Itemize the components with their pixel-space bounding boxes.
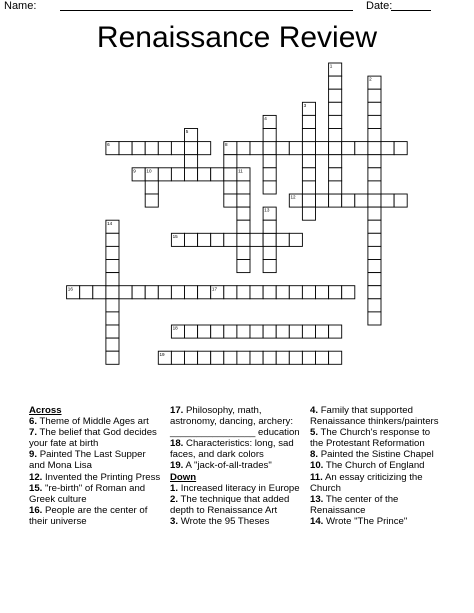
crossword-cell[interactable]	[276, 351, 289, 364]
crossword-cell[interactable]	[263, 181, 276, 194]
clue-across-7: 7. The belief that God decides your fate at birth	[29, 427, 157, 450]
crossword-cell[interactable]	[185, 325, 198, 338]
crossword-cell[interactable]	[119, 286, 132, 299]
crossword-cell[interactable]	[106, 273, 119, 286]
crossword-cell[interactable]	[224, 194, 237, 207]
crossword-cell[interactable]	[263, 325, 276, 338]
crossword-cell[interactable]	[145, 194, 158, 207]
crossword-cell[interactable]	[342, 286, 355, 299]
crossword-cell[interactable]	[329, 155, 342, 168]
crossword-cell[interactable]	[145, 181, 158, 194]
crossword-cell[interactable]	[316, 325, 329, 338]
clue-down-3: 3. Wrote the 95 Theses	[170, 515, 270, 527]
crossword-cell[interactable]	[316, 194, 329, 207]
date-label: Date:	[366, 0, 393, 12]
crossword-cell[interactable]	[302, 181, 315, 194]
crossword-cell[interactable]	[237, 142, 250, 155]
crossword-cell[interactable]	[106, 351, 119, 364]
crossword-cell[interactable]	[316, 142, 329, 155]
crossword-cell[interactable]	[355, 142, 368, 155]
crossword-cell[interactable]	[289, 351, 302, 364]
crossword-cell[interactable]	[368, 207, 381, 220]
cell-number: 9	[133, 168, 136, 174]
crossword-cell[interactable]	[106, 338, 119, 351]
cell-number: 1	[329, 63, 333, 69]
crossword-cell[interactable]	[106, 233, 119, 246]
crossword-cell[interactable]	[329, 286, 342, 299]
crossword-cell[interactable]	[289, 325, 302, 338]
crossword-cell[interactable]	[198, 233, 211, 246]
crossword-cell[interactable]	[237, 246, 250, 259]
crossword-cell[interactable]	[80, 286, 93, 299]
crossword-cell[interactable]	[211, 351, 224, 364]
cell-number: 6	[107, 142, 110, 148]
cell-number: 15	[172, 233, 178, 239]
crossword-cell[interactable]	[185, 351, 198, 364]
crossword-cell[interactable]	[368, 155, 381, 168]
crossword-cell[interactable]	[237, 233, 250, 246]
clue-down-5: 5. The Church's response to the Protestant Reformation	[310, 427, 431, 450]
crossword-cell[interactable]	[185, 233, 198, 246]
crossword-cell[interactable]	[224, 351, 237, 364]
crossword-cell[interactable]	[132, 286, 145, 299]
crossword-cell[interactable]	[329, 102, 342, 115]
crossword-cell[interactable]	[276, 325, 289, 338]
crossword-cell[interactable]	[198, 142, 211, 155]
crossword-cell[interactable]	[224, 155, 237, 168]
crossword-cell[interactable]	[106, 246, 119, 259]
crossword-cell[interactable]	[276, 286, 289, 299]
crossword-cell[interactable]	[342, 142, 355, 155]
page-title: Renaissance Review	[96, 21, 378, 54]
cell-number: 16	[67, 286, 73, 292]
crossword-cell[interactable]	[237, 181, 250, 194]
crossword-cell[interactable]	[302, 129, 315, 142]
crossword-cell[interactable]	[263, 351, 276, 364]
crossword-cell[interactable]	[329, 194, 342, 207]
crossword-cell[interactable]	[237, 286, 250, 299]
clue-down-1: 1. Increased literacy in Europe	[170, 482, 300, 494]
crossword-cell[interactable]	[276, 142, 289, 155]
clue-down-14: 14. Wrote "The Prince"	[310, 515, 408, 527]
crossword-cell[interactable]	[368, 312, 381, 325]
clue-down-13: 13. The center of the Renaissance	[310, 493, 399, 516]
crossword-cell[interactable]	[106, 260, 119, 273]
clues-column-1	[29, 405, 163, 527]
crossword-cell[interactable]	[302, 155, 315, 168]
crossword-cell[interactable]	[302, 115, 315, 128]
clue-down-4: 4. Family that supported Renaissance thinkers/painters	[310, 405, 439, 428]
crossword-cell[interactable]	[368, 260, 381, 273]
crossword-cell[interactable]	[171, 286, 184, 299]
down-heading: Down	[170, 471, 197, 483]
crossword-cell[interactable]	[132, 142, 145, 155]
cell-number: 10	[146, 168, 152, 174]
cell-number: 19	[159, 351, 165, 357]
crossword-cell[interactable]	[316, 351, 329, 364]
crossword-cell[interactable]	[394, 142, 407, 155]
crossword-cell[interactable]	[263, 286, 276, 299]
crossword-cell[interactable]	[237, 260, 250, 273]
crossword-cell[interactable]	[198, 325, 211, 338]
crossword-cell[interactable]	[368, 273, 381, 286]
clues-column-2	[170, 405, 305, 527]
cell-number: 18	[172, 325, 178, 331]
crossword-cell[interactable]	[302, 142, 315, 155]
crossword-cell[interactable]	[302, 286, 315, 299]
crossword-cell[interactable]	[316, 286, 329, 299]
crossword-cell[interactable]	[211, 168, 224, 181]
cell-number: 2	[369, 76, 372, 82]
crossword-cell[interactable]	[329, 76, 342, 89]
crossword-cell[interactable]	[224, 181, 237, 194]
crossword-cell[interactable]	[329, 129, 342, 142]
crossword-cell[interactable]	[381, 194, 394, 207]
crossword-cell[interactable]	[224, 325, 237, 338]
crossword-cell[interactable]	[237, 194, 250, 207]
cell-number: 4	[264, 116, 267, 121]
crossword-cell[interactable]	[158, 142, 171, 155]
crossword-cell[interactable]	[263, 220, 276, 233]
cell-number: 13	[264, 207, 270, 213]
clue-across-18: 18. Characteristics: long, sad faces, and dark colors	[170, 438, 294, 461]
crossword-cell[interactable]	[263, 129, 276, 142]
crossword-cell[interactable]	[368, 129, 381, 142]
crossword-cell[interactable]	[289, 142, 302, 155]
crossword-cell[interactable]	[329, 351, 342, 364]
crossword-cell[interactable]	[106, 286, 119, 299]
crossword-cell[interactable]	[302, 325, 315, 338]
crossword-cell[interactable]	[211, 325, 224, 338]
cell-number: 17	[211, 286, 218, 292]
crossword-cell[interactable]	[211, 233, 224, 246]
crossword-cell[interactable]	[329, 115, 342, 128]
crossword-cell[interactable]	[355, 194, 368, 207]
crossword-cell[interactable]	[263, 260, 276, 273]
clue-across-12: 12. Invented the Printing Press	[29, 471, 161, 483]
crossword-cell[interactable]	[263, 168, 276, 181]
clue-across-9: 9. Painted The Last Supper and Mona Lisa	[29, 449, 146, 472]
crossword-cell[interactable]	[224, 168, 237, 181]
crossword-cell[interactable]	[368, 89, 381, 102]
crossword-cell[interactable]	[145, 286, 158, 299]
crossword-cell[interactable]	[185, 286, 198, 299]
crossword-cell[interactable]	[237, 207, 250, 220]
crossword-cell[interactable]	[329, 168, 342, 181]
crossword-cell[interactable]	[250, 233, 263, 246]
crossword-cell[interactable]	[329, 142, 342, 155]
name-label: Name:	[4, 0, 37, 12]
cell-number: 11	[238, 168, 243, 174]
crossword-cell[interactable]	[198, 168, 211, 181]
crossword-cell[interactable]	[106, 312, 119, 325]
crossword-cell[interactable]	[302, 194, 315, 207]
cell-number: 14	[107, 220, 113, 226]
cell-number: 12	[290, 194, 296, 200]
crossword-cell[interactable]	[185, 168, 198, 181]
crossword-cell[interactable]	[158, 168, 171, 181]
crossword-cell[interactable]	[158, 286, 171, 299]
clue-across-15: 15. "re-birth" of Roman and Greek culture	[29, 482, 146, 505]
crossword-cell[interactable]	[368, 102, 381, 115]
crossword-cell[interactable]	[381, 142, 394, 155]
crossword-cell[interactable]	[224, 286, 237, 299]
cell-number: 5	[185, 129, 189, 135]
crossword-cell[interactable]	[368, 115, 381, 128]
crossword-cell[interactable]	[302, 351, 315, 364]
crossword-cell[interactable]	[263, 233, 276, 246]
crossword-cell[interactable]	[171, 168, 184, 181]
crossword-cell[interactable]	[302, 168, 315, 181]
crossword-cell[interactable]	[224, 233, 237, 246]
crossword-cell[interactable]	[250, 351, 263, 364]
crossword-cell[interactable]	[250, 325, 263, 338]
clue-down-2: 2. The technique that added depth to Renaissance Art	[170, 493, 290, 516]
crossword-cell[interactable]	[329, 325, 342, 338]
crossword-cell[interactable]	[368, 194, 381, 207]
crossword-cell[interactable]	[250, 286, 263, 299]
crossword-cell[interactable]	[394, 194, 407, 207]
crossword-cell[interactable]	[237, 220, 250, 233]
crossword-cell[interactable]	[368, 168, 381, 181]
crossword-cell[interactable]	[145, 142, 158, 155]
crossword-cell[interactable]	[106, 325, 119, 338]
clues-column-3	[310, 405, 446, 527]
clue-across-19: 19. A "jack-of-all-trades"	[170, 460, 272, 472]
crossword-cell[interactable]	[368, 142, 381, 155]
clue-across-6: 6. Theme of Middle Ages art	[29, 416, 149, 428]
crossword-cell[interactable]	[263, 155, 276, 168]
crossword-cell[interactable]	[106, 299, 119, 312]
crossword-cell[interactable]	[329, 89, 342, 102]
crossword-cell[interactable]	[237, 325, 250, 338]
clue-down-8: 8. Painted the Sistine Chapel	[310, 449, 434, 461]
cell-number: 3	[303, 102, 307, 108]
crossword-cell[interactable]	[302, 207, 315, 220]
crossword-cell[interactable]	[368, 299, 381, 312]
crossword-cell[interactable]	[289, 286, 302, 299]
clue-across-16: 16. People are the center of their universe	[29, 504, 148, 527]
crossword-cell[interactable]	[342, 194, 355, 207]
crossword-cell[interactable]	[263, 246, 276, 259]
crossword-cell[interactable]	[171, 142, 184, 155]
cell-number: 8	[225, 142, 228, 148]
crossword-cell[interactable]	[119, 142, 132, 155]
crossword-cell[interactable]	[368, 181, 381, 194]
crossword-cell[interactable]	[368, 233, 381, 246]
crossword-cell[interactable]	[198, 351, 211, 364]
clue-down-11: 11. An essay criticizing the Church	[310, 471, 423, 494]
crossword-cell[interactable]	[368, 286, 381, 299]
crossword-cell[interactable]	[368, 246, 381, 259]
crossword-cell[interactable]	[237, 351, 250, 364]
crossword-cell[interactable]	[185, 155, 198, 168]
crossword-cell[interactable]	[276, 233, 289, 246]
crossword-cell[interactable]	[93, 286, 106, 299]
crossword-cell[interactable]	[368, 220, 381, 233]
crossword-cell[interactable]	[198, 286, 211, 299]
crossword-cell[interactable]	[185, 142, 198, 155]
crossword-cell[interactable]	[263, 142, 276, 155]
clue-across-17: 17. Philosophy, math, astronomy, dancing, archery: ________________ education	[170, 405, 300, 439]
crossword-cell[interactable]	[250, 142, 263, 155]
across-heading: Across	[29, 405, 62, 416]
crossword-cell[interactable]	[329, 181, 342, 194]
crossword-cell[interactable]	[289, 233, 302, 246]
crossword-cell[interactable]	[171, 351, 184, 364]
clue-down-10: 10. The Church of England	[310, 460, 425, 472]
